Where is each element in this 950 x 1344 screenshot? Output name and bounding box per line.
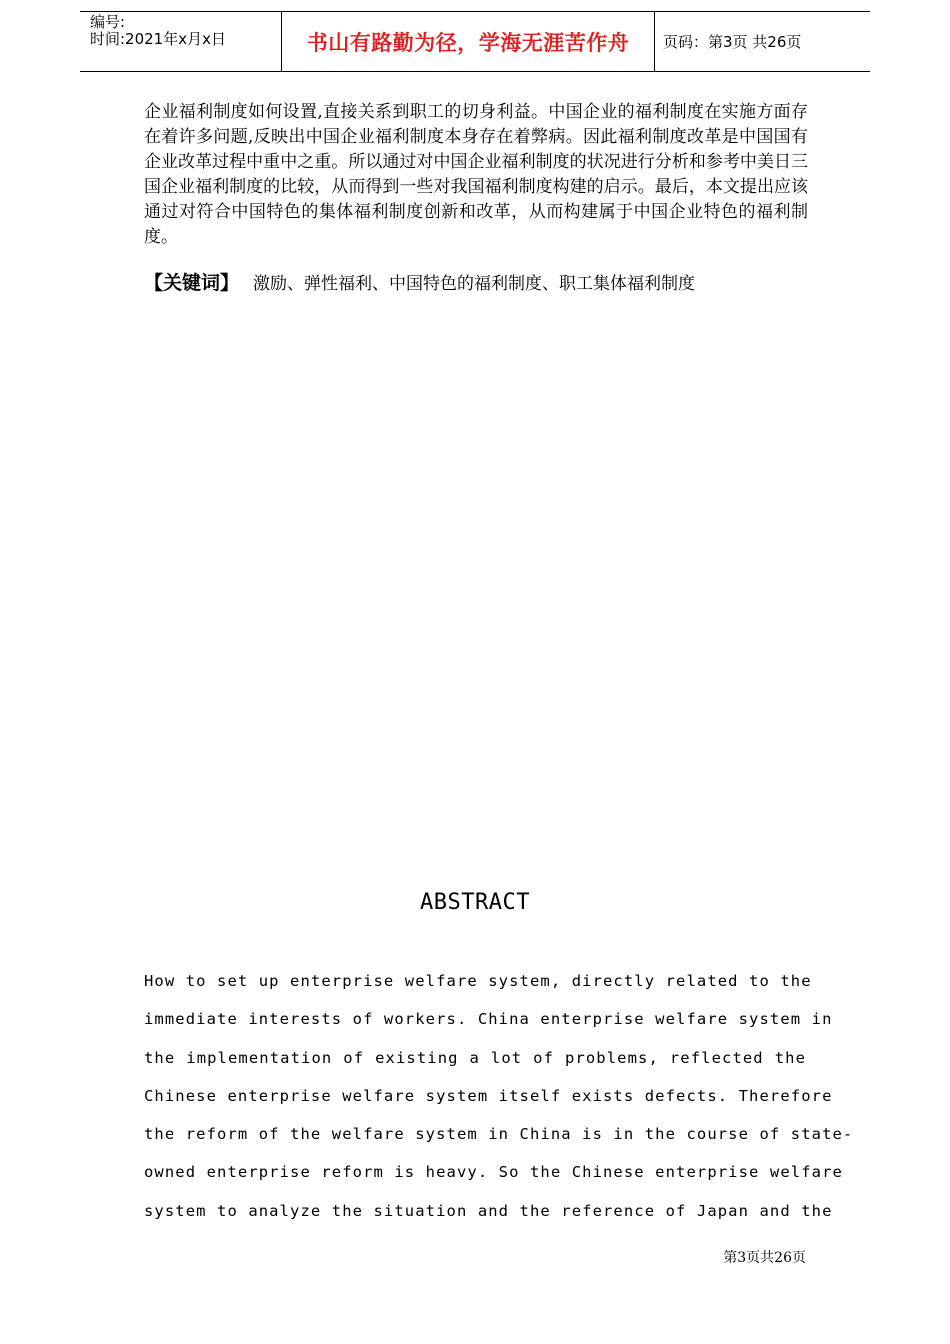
- keywords-text: 激励、弹性福利、中国特色的福利制度、职工集体福利制度: [253, 274, 696, 294]
- document-number-label: 编号:: [90, 13, 126, 31]
- header-motto-cell: [282, 12, 655, 71]
- header-meta-cell: [80, 12, 282, 71]
- abstract-line: system to analyze the situation and the reference of Japan and the: [144, 1201, 833, 1220]
- abstract-line: Chinese enterprise welfare system itself exists defects. Therefore: [144, 1086, 833, 1105]
- keywords-line: [144, 270, 824, 297]
- abstract-title: ABSTRACT: [420, 890, 530, 915]
- header-motto: 书山有路勤为径，学海无涯苦作舟: [306, 30, 630, 55]
- header-page-info: 页码：第3页 共26页: [663, 33, 802, 51]
- abstract-line: the reform of the welfare system in China is in the course of state-: [144, 1125, 854, 1144]
- abstract-line: owned enterprise reform is heavy. So the Chinese enterprise welfare: [144, 1163, 843, 1182]
- keywords-label: 【关键词】: [144, 272, 240, 294]
- abstract-line: the implementation of existing a lot of problems, reflected the: [144, 1048, 806, 1067]
- page-footer: 第3页共26页: [723, 1250, 806, 1266]
- document-time-label: 时间:2021年x月x日: [90, 30, 226, 48]
- abstract-line: immediate interests of workers. China enterprise welfare system in: [144, 1010, 833, 1029]
- page-header: [80, 11, 870, 72]
- chinese-abstract-body: 企业福利制度如何设置,直接关系到职工的切身利益。中国企业的福利制度在实施方面存在着许多问题,反映出中国企业福利制度本身存在着弊病。因此福利制度改革是中国国有企业改革过程中重中之重。所以通过对中国企业福利制度的状况进行分析和参考中美日三国企业福利制度的比较，从而得到一些对我国福利制度构建的启示。最后，本文提出应该通过对符合中国特色的集体福利制度创新和改革，从而构建属于中国企业特色的福利制度。: [144, 102, 808, 247]
- english-abstract-body: [144, 962, 854, 1230]
- header-page-cell: [655, 12, 870, 71]
- abstract-line: How to set up enterprise welfare system, directly related to the: [144, 972, 812, 990]
